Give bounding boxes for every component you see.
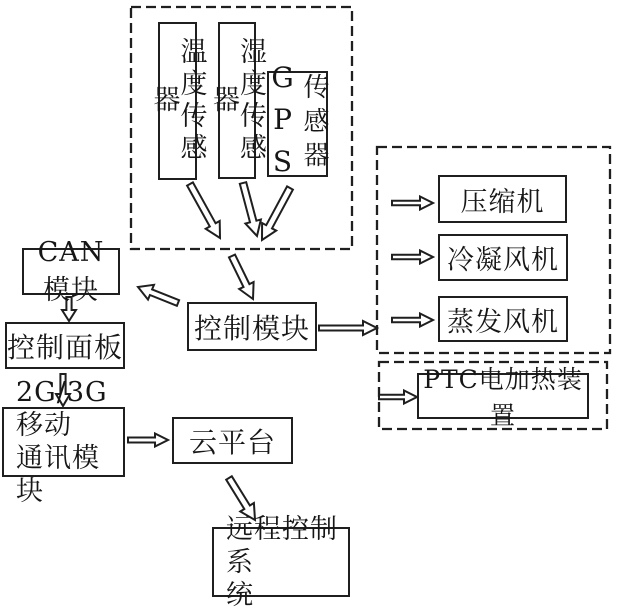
arrow-control-to-can xyxy=(138,285,179,306)
node-evaporator-fan xyxy=(438,296,568,342)
can-module-label: CAN模块 xyxy=(37,236,105,306)
arrow-to-ptc xyxy=(379,391,417,404)
evaporator-fan-label: 蒸发风机 xyxy=(447,306,559,338)
node-humidity-sensor xyxy=(208,22,266,179)
node-compressor xyxy=(438,175,567,223)
arrow-to-condenser xyxy=(392,251,433,264)
remote-system-line1: 远程控制系 xyxy=(226,513,338,578)
mobile-module-line1: 2G/3G移动 xyxy=(16,377,108,441)
arrow-to-evaporator xyxy=(392,314,433,327)
arrow-control-to-outputs xyxy=(319,321,377,335)
cloud-platform-label: 云平台 xyxy=(188,425,276,459)
arrow-gps-to-control xyxy=(262,186,293,240)
arrow-mobile-to-cloud xyxy=(128,434,168,447)
arrow-humidity-to-control xyxy=(240,182,261,236)
condenser-fan-label: 冷凝风机 xyxy=(447,245,559,276)
node-temperature-sensor xyxy=(148,22,207,180)
node-can-module xyxy=(22,236,120,306)
arrow-to-compressor xyxy=(392,197,433,210)
node-control-panel xyxy=(5,322,125,369)
node-condenser-fan xyxy=(438,234,568,281)
remote-system-line2: 统 xyxy=(226,579,254,608)
ptc-heater-label: PTC电加热装置 xyxy=(423,365,583,430)
node-mobile-module xyxy=(2,377,125,507)
gps-sensor-suffix: 传感器 xyxy=(299,73,329,175)
node-remote-system xyxy=(212,513,350,608)
node-ptc-heater xyxy=(417,365,589,430)
arrow-sensors-to-control-module xyxy=(229,255,254,299)
node-control-module xyxy=(187,302,317,351)
temperature-sensor-label: 温度传感器 xyxy=(148,37,207,165)
compressor-label: 压缩机 xyxy=(460,186,545,218)
gps-sensor-letters: GPS xyxy=(266,61,299,187)
mobile-module-line2: 通讯模块 xyxy=(16,443,100,507)
arrow-temperature-to-control xyxy=(187,182,220,238)
control-module-label: 控制模块 xyxy=(193,311,310,345)
control-panel-label: 控制面板 xyxy=(7,330,124,364)
node-gps-sensor xyxy=(266,61,329,187)
humidity-sensor-label: 湿度传感器 xyxy=(208,36,266,165)
node-cloud-platform xyxy=(172,417,293,464)
